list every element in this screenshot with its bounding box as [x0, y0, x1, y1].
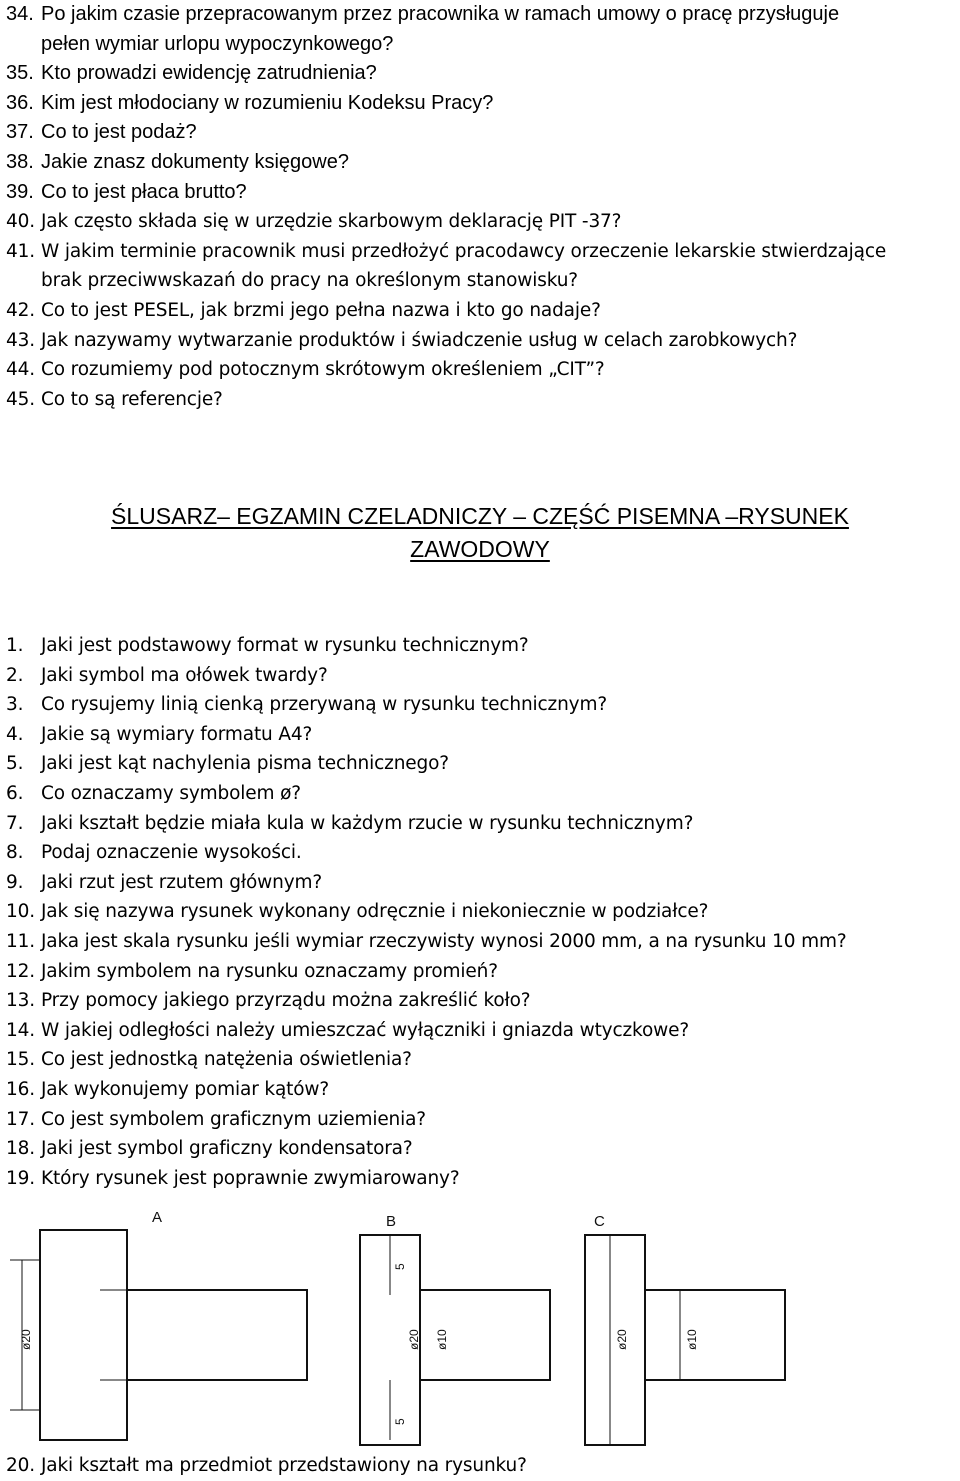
question-18 [0, 1134, 960, 1164]
question-text: Jaki kształt będzie miała kula w każdym rzucie w rysunku technicznym? [41, 812, 694, 834]
question-number: 5. [6, 753, 24, 775]
question-text: Jakim symbolem na rysunku oznaczamy promień? [41, 960, 498, 982]
question-number: 36. [6, 91, 34, 114]
question-text: Po jakim czasie przepracowanym przez pracownika w ramach umowy o pracę przysługuje pełen wymiar urlopu wypoczynkowego? [41, 3, 840, 55]
question-number: 10. [6, 901, 35, 923]
dim-a-d20: ø20 [19, 1329, 33, 1350]
question-text: W jakim terminie pracownik musi przedłożyć pracodawcy orzeczenie lekarskie stwierdzające brak przeciwwskazań do pracy na określonym stanowisku? [41, 240, 887, 292]
question-text: Co to jest podaż? [41, 121, 197, 144]
question-41 [0, 237, 960, 296]
question-number: 7. [6, 812, 24, 834]
question-number: 39. [6, 180, 34, 203]
question-number: 17. [6, 1108, 35, 1130]
question-text: W jakiej odległości należy umieszczać wyłączniki i gniazda wtyczkowe? [41, 1019, 690, 1041]
question-2 [0, 661, 960, 691]
question-10 [0, 897, 960, 927]
question-number: 18. [6, 1138, 35, 1160]
dim-c-d10: ø10 [685, 1329, 699, 1350]
dim-b-d20: ø20 [407, 1329, 421, 1350]
dim-c-d20: ø20 [615, 1329, 629, 1350]
question-number: 42. [6, 299, 35, 321]
question-text: Jak często składa się w urzędzie skarbowym deklarację PIT -37? [41, 211, 622, 233]
question-38 [0, 148, 960, 178]
question-number: 3. [6, 694, 24, 716]
question-text: Co to są referencje? [41, 388, 223, 410]
figure-label-c: C [594, 1213, 605, 1230]
question-number: 35. [6, 62, 34, 85]
question-11 [0, 927, 960, 957]
question-text: Jaki jest podstawowy format w rysunku technicznym? [41, 635, 529, 656]
question-text: Co jest jednostką natężenia oświetlenia? [41, 1049, 412, 1071]
question-text: Jaki symbol ma ołówek twardy? [41, 664, 328, 686]
question-36 [0, 89, 960, 119]
question-13 [0, 986, 960, 1016]
question-text: Który rysunek jest poprawnie zwymiarowany? [41, 1167, 460, 1189]
question-35 [0, 59, 960, 89]
question-text: Co jest symbolem graficznym uziemienia? [41, 1108, 426, 1130]
question-text: Co oznaczamy symbolem ø? [41, 782, 301, 804]
question-43 [0, 326, 960, 356]
question-16 [0, 1075, 960, 1105]
question-number: 2. [6, 664, 24, 686]
question-text: Jaki jest kąt nachylenia pisma technicznego? [41, 753, 449, 775]
question-list-general [0, 0, 960, 414]
question-37 [0, 118, 960, 148]
question-list-drawing [0, 631, 960, 1193]
question-number: 38. [6, 150, 34, 173]
question-number: 40. [6, 211, 35, 233]
dim-b-five-bottom: 5 [393, 1418, 407, 1425]
question-19 [0, 1164, 960, 1194]
question-39 [0, 178, 960, 208]
question-44 [0, 355, 960, 385]
question-8 [0, 838, 960, 868]
drawing-a [10, 1230, 307, 1440]
question-45 [0, 385, 960, 415]
question-number: 6. [6, 782, 24, 804]
question-text: Jak nazywamy wytwarzanie produktów i świadczenie usług w celach zarobkowych? [41, 329, 798, 351]
question-list-final [0, 1451, 960, 1481]
question-17 [0, 1105, 960, 1135]
question-14 [0, 1016, 960, 1046]
question-number: 1. [6, 635, 24, 656]
question-number: 12. [6, 960, 35, 982]
drawing-b [360, 1235, 550, 1445]
question-number: 15. [6, 1049, 35, 1071]
question-34 [0, 0, 960, 59]
dim-b-d10: ø10 [435, 1329, 449, 1350]
question-number: 34. [6, 3, 34, 25]
question-42 [0, 296, 960, 326]
question-text: Kto prowadzi ewidencję zatrudnienia? [41, 62, 377, 85]
figure-label-b: B [386, 1213, 397, 1230]
question-text: Jaki rzut jest rzutem głównym? [41, 871, 323, 893]
question-text: Co rysujemy linią cienką przerywaną w rysunku technicznym? [41, 694, 608, 716]
question-6 [0, 779, 960, 809]
question-number: 41. [6, 240, 35, 262]
question-text: Podaj oznaczenie wysokości. [41, 842, 302, 864]
section-title-line-2: ZAWODOWY [410, 536, 550, 562]
question-number: 4. [6, 723, 24, 745]
question-number: 11. [6, 930, 35, 952]
question-number: 20. [6, 1455, 35, 1476]
question-number: 13. [6, 990, 35, 1012]
question-15 [0, 1045, 960, 1075]
question-text: Jakie znasz dokumenty księgowe? [41, 150, 349, 173]
question-7 [0, 809, 960, 839]
question-number: 44. [6, 359, 35, 381]
question-text: Jak wykonujemy pomiar kątów? [41, 1078, 330, 1100]
dim-b-five-top: 5 [393, 1263, 407, 1270]
question-number: 8. [6, 842, 24, 864]
question-3 [0, 690, 960, 720]
question-text: Co to jest PESEL, jak brzmi jego pełna nazwa i kto go nadaje? [41, 299, 601, 321]
question-number: 45. [6, 388, 35, 410]
question-text: Przy pomocy jakiego przyrządu można zakreślić koło? [41, 990, 531, 1012]
question-12 [0, 957, 960, 987]
question-20 [0, 1451, 960, 1481]
question-40 [0, 207, 960, 237]
question-text: Jaki jest symbol graficzny kondensatora? [41, 1138, 413, 1160]
question-text: Jakie są wymiary formatu A4? [41, 723, 313, 745]
question-number: 14. [6, 1019, 35, 1041]
question-9 [0, 868, 960, 898]
question-number: 9. [6, 871, 24, 893]
question-number: 19. [6, 1167, 35, 1189]
question-number: 37. [6, 121, 34, 144]
section-title [0, 500, 960, 566]
question-4 [0, 720, 960, 750]
dimensioning-figure [0, 1200, 960, 1450]
question-number: 16. [6, 1078, 35, 1100]
question-5 [0, 749, 960, 779]
question-text: Co to jest płaca brutto? [41, 180, 247, 203]
question-number: 43. [6, 329, 35, 351]
question-text: Co rozumiemy pod potocznym skrótowym określeniem „CIT”? [41, 359, 605, 381]
question-text: Jak się nazywa rysunek wykonany odręcznie i niekoniecznie w podziałce? [41, 901, 709, 923]
section-title-line-1: ŚLUSARZ– EGZAMIN CZELADNICZY – CZĘŚĆ PISEMNA –RYSUNEK [111, 503, 849, 529]
question-1 [0, 631, 960, 661]
question-text: Kim jest młodociany w rozumieniu Kodeksu Pracy? [41, 91, 494, 114]
figure-label-a: A [152, 1209, 163, 1226]
question-text: Jaki kształt ma przedmiot przedstawiony na rysunku? [41, 1455, 527, 1476]
question-text: Jaka jest skala rysunku jeśli wymiar rzeczywisty wynosi 2000 mm, a na rysunku 10 mm? [41, 930, 847, 952]
